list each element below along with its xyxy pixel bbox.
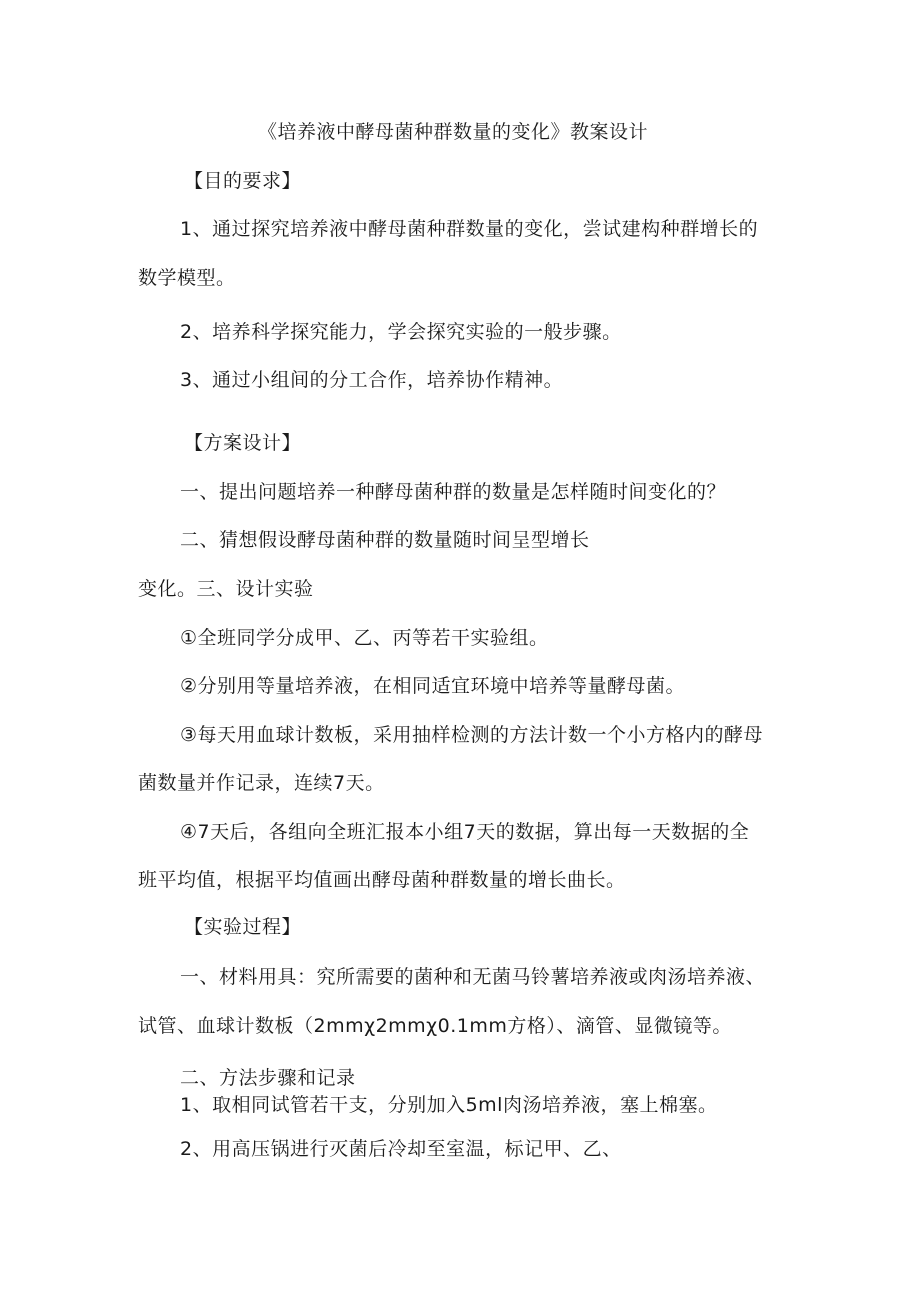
design-step-2: ②分别用等量培养液，在相同适宜环境中培养等量酵母菌。 [180, 675, 686, 697]
method-step-2: 2、用高压锅进行灭菌后冷却至室温，标记甲、乙、 [180, 1138, 622, 1160]
design-step-4-line-2: 班平均值，根据平均值画出酵母菌种群数量的增长曲长。 [138, 869, 626, 891]
section-heading-process: 【实验过程】 [184, 916, 302, 938]
method-step-1: 1、取相同试管若干支，分别加入5ml肉汤培养液，塞上棉塞。 [180, 1094, 718, 1116]
section-heading-design: 【方案设计】 [184, 432, 302, 454]
goal-2: 2、培养科学探究能力，学会探究实验的一般步骤。 [180, 321, 622, 343]
method-heading: 二、方法步骤和记录 [180, 1067, 356, 1089]
design-hypothesis-line-1: 二、猜想假设酵母菌种群的数量随时间呈型增长 [180, 529, 590, 551]
section-heading-goals: 【目的要求】 [184, 170, 302, 192]
design-step-1: ①全班同学分成甲、乙、丙等若干实验组。 [180, 627, 549, 649]
materials-line-2: 试管、血球计数板（2mmχ2mmχ0.1mm方格）、滴管、显微镜等。 [138, 1015, 732, 1037]
design-step-4-line-1: ④7天后，各组向全班汇报本小组7天的数据，算出每一天数据的全 [180, 821, 750, 843]
materials-line-1: 一、材料用具：究所需要的菌种和无菌马铃薯培养液或肉汤培养液、 [180, 966, 766, 988]
design-step-3-line-2: 菌数量并作记录，连续7天。 [138, 772, 385, 794]
design-question: 一、提出问题培养一种酵母菌种群的数量是怎样随时间变化的？ [180, 481, 727, 503]
design-step-3-line-1: ③每天用血球计数板，采用抽样检测的方法计数一个小方格内的酵母 [180, 724, 764, 746]
goal-1-line-2: 数学模型。 [138, 267, 236, 289]
goal-1-line-1: 1、通过探究培养液中酵母菌种群数量的变化，尝试建构种群增长的 [180, 218, 759, 240]
design-hypothesis-line-2: 变化。三、设计实验 [138, 578, 314, 600]
document-title: 《培养液中酵母菌种群数量的变化》教案设计 [258, 121, 649, 143]
goal-3: 3、通过小组间的分工合作，培养协作精神。 [180, 369, 564, 391]
